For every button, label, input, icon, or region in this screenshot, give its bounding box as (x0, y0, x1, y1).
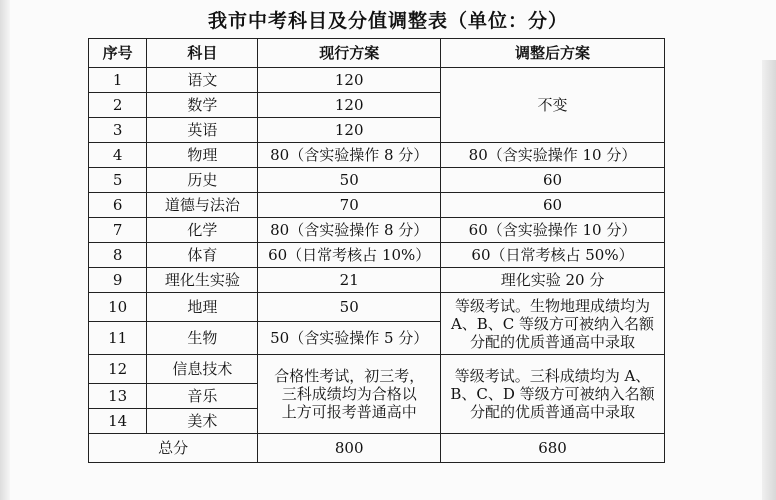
row-current: 21 (258, 268, 441, 293)
table-row (89, 68, 665, 93)
row-subject: 信息技术 (147, 355, 258, 384)
row-no: 9 (89, 268, 147, 293)
row-adjusted: 60（日常考核占 50%） (441, 243, 665, 268)
table-row (89, 293, 665, 322)
merged-line: 分配的优质普通高中录取 (470, 403, 636, 421)
merged-line: 分配的优质普通高中录取 (470, 332, 636, 351)
row-subject: 数学 (147, 93, 258, 118)
row-no: 10 (89, 293, 147, 322)
page-edge-shadow-left (0, 0, 10, 500)
row-current: 60（日常考核占 10%） (258, 243, 441, 268)
table-row (89, 243, 665, 268)
row-current: 50（含实验操作 5 分） (258, 322, 441, 355)
row-no: 6 (89, 193, 147, 218)
row-subject: 音乐 (147, 384, 258, 409)
merged-geo-bio-adjusted (441, 293, 665, 355)
total-row (89, 434, 665, 463)
row-subject: 物理 (147, 143, 258, 168)
row-subject: 美术 (147, 409, 258, 434)
table-row (89, 268, 665, 293)
table-row (89, 218, 665, 243)
row-subject: 化学 (147, 218, 258, 243)
row-subject: 历史 (147, 168, 258, 193)
merged-line: B、C、D 等级方可被纳入名额 (450, 385, 655, 403)
header-adjusted: 调整后方案 (441, 39, 665, 68)
row-current: 50 (258, 293, 441, 322)
row-current: 80（含实验操作 8 分） (258, 143, 441, 168)
row-adjusted: 80（含实验操作 10 分） (441, 143, 665, 168)
row-subject: 体育 (147, 243, 258, 268)
row-adjusted: 理化实验 20 分 (441, 268, 665, 293)
merged-line: 上方可报考普通高中 (281, 403, 417, 421)
row-adjusted: 60 (441, 168, 665, 193)
row-no: 12 (89, 355, 147, 384)
table-header-row (89, 39, 665, 68)
row-current: 120 (258, 68, 441, 93)
total-adjusted: 680 (441, 434, 665, 463)
header-current: 现行方案 (258, 39, 441, 68)
row-current: 50 (258, 168, 441, 193)
total-current: 800 (258, 434, 441, 463)
merged-arts-current (258, 355, 441, 434)
row-subject: 理化生实验 (147, 268, 258, 293)
row-current: 80（含实验操作 8 分） (258, 218, 441, 243)
row-current: 120 (258, 93, 441, 118)
row-subject: 地理 (147, 293, 258, 322)
row-no: 1 (89, 68, 147, 93)
merged-line: 等级考试。三科成绩均为 A、 (454, 367, 651, 385)
score-adjustment-table (88, 38, 665, 463)
merged-line: 三科成绩均为合格以 (281, 385, 417, 403)
row-no: 2 (89, 93, 147, 118)
row-subject: 英语 (147, 118, 258, 143)
row-no: 5 (89, 168, 147, 193)
row-adjusted: 60（含实验操作 10 分） (441, 218, 665, 243)
row-no: 7 (89, 218, 147, 243)
table-row (89, 355, 665, 384)
merged-arts-adjusted (441, 355, 665, 434)
row-no: 14 (89, 409, 147, 434)
table-row (89, 168, 665, 193)
total-label: 总分 (89, 434, 258, 463)
row-no: 13 (89, 384, 147, 409)
row-no: 4 (89, 143, 147, 168)
row-subject: 生物 (147, 322, 258, 355)
table-row (89, 143, 665, 168)
row-subject: 道德与法治 (147, 193, 258, 218)
merged-unchanged: 不变 (441, 68, 665, 143)
header-subject: 科目 (147, 39, 258, 68)
row-subject: 语文 (147, 68, 258, 93)
row-current: 70 (258, 193, 441, 218)
merged-line: 等级考试。生物地理成绩均为 (455, 296, 651, 315)
row-no: 11 (89, 322, 147, 355)
row-adjusted: 60 (441, 193, 665, 218)
merged-line: 合格性考试，初三考， (274, 367, 425, 385)
page-edge-shadow-right (762, 60, 776, 500)
table-row (89, 193, 665, 218)
row-no: 8 (89, 243, 147, 268)
header-no: 序号 (89, 39, 147, 68)
row-current: 120 (258, 118, 441, 143)
row-no: 3 (89, 118, 147, 143)
table-title: 我市中考科目及分值调整表（单位：分） (207, 10, 568, 32)
merged-line: A、B、C 等级方可被纳入名额 (450, 314, 655, 333)
